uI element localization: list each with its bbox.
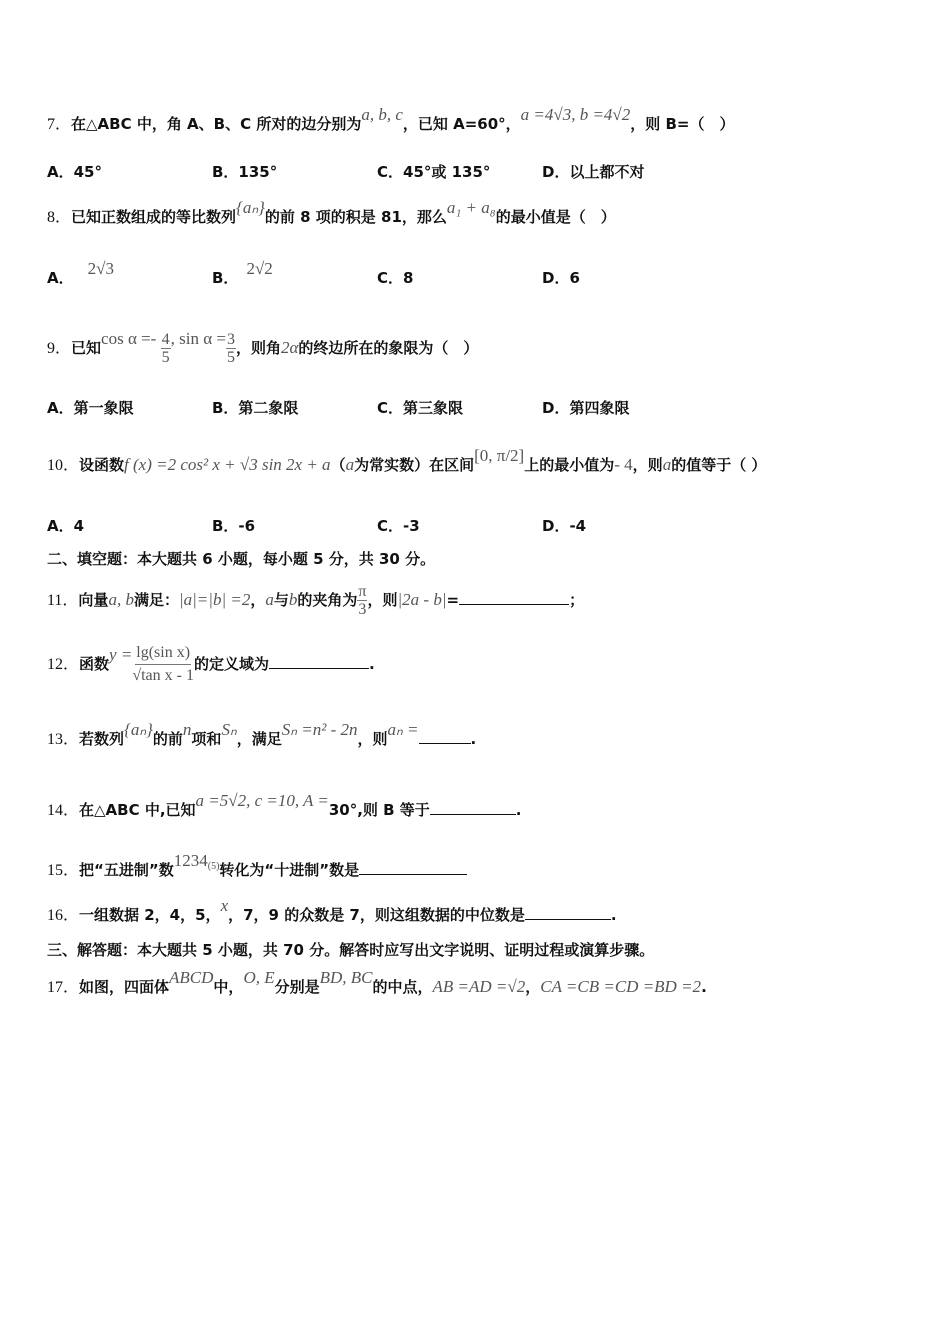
- text: 向量: [78, 591, 109, 609]
- denominator: 5: [226, 349, 235, 366]
- text: ，已知 A=60°，: [402, 115, 521, 133]
- numerator: lg(sin x): [135, 642, 191, 665]
- text: 分别是: [274, 978, 320, 996]
- question-17: [47, 968, 707, 998]
- text: 30°: [328, 801, 358, 819]
- question-10: [47, 446, 767, 476]
- text: ，则 B=（ ）: [630, 115, 735, 133]
- option-a: A．45°: [47, 163, 102, 181]
- numerator: 4: [161, 331, 170, 348]
- text: 把“五进制”数: [79, 861, 174, 879]
- text: .: [701, 978, 707, 996]
- text: ；: [569, 591, 585, 609]
- text: 的夹角为: [297, 591, 358, 609]
- question-number: 10．: [47, 457, 80, 474]
- question-number: 14．: [47, 802, 80, 819]
- numerator: 3: [226, 331, 235, 348]
- question-number: 15．: [47, 862, 80, 879]
- text: ，: [525, 978, 541, 996]
- text: ,则 B 等于: [357, 801, 430, 819]
- math: a: [265, 590, 274, 609]
- math: a, b, c: [361, 105, 403, 124]
- question-9: [47, 326, 478, 371]
- section-heading: 三、解答题：本大题共 5 小题，共 70 分。解答时应写出文字说明、证明过程或演算步骤。: [47, 941, 655, 959]
- math: a =5√2, c =10, A =: [195, 791, 329, 810]
- math: [0, π/2]: [474, 446, 525, 465]
- text: 的前: [152, 730, 183, 748]
- math: , sin α =: [170, 329, 226, 348]
- math: {aₙ}: [236, 198, 265, 217]
- text: ，7，9 的众数是 7，则这组数据的中位数是: [228, 906, 525, 924]
- math: 1234: [173, 851, 208, 870]
- math: a: [345, 455, 355, 474]
- math: AB =AD =√2: [432, 977, 526, 996]
- answer-blank: [269, 654, 369, 669]
- question-12: [47, 640, 375, 689]
- text: .: [515, 801, 522, 819]
- math: ABCD: [169, 968, 214, 987]
- text: 的前 8 项的积是 81，那么: [264, 208, 447, 226]
- answer-blank: [525, 905, 611, 920]
- text: 的定义域为: [193, 655, 269, 673]
- math: n: [182, 720, 192, 739]
- math: 2α: [280, 338, 299, 357]
- text: 中，: [213, 978, 244, 996]
- fraction: [226, 331, 236, 366]
- text: ，: [250, 591, 266, 609]
- question-8: [47, 198, 616, 228]
- text: 为常实数）在区间: [354, 456, 475, 474]
- option-c: C．第三象限: [377, 399, 464, 417]
- option-d: D．6: [542, 269, 580, 287]
- denominator: 5: [161, 349, 170, 366]
- option-a: A．4: [47, 517, 85, 535]
- text: 的值等于（ ）: [671, 456, 767, 474]
- math: x: [220, 896, 229, 915]
- math: - 4: [614, 455, 633, 474]
- option-a: [47, 259, 114, 288]
- question-number: 11．: [47, 592, 79, 609]
- text: .: [610, 906, 617, 924]
- math: y =: [109, 645, 133, 664]
- question-number: 9．: [47, 340, 72, 357]
- answer-blank: [419, 729, 471, 744]
- answer-blank: [430, 800, 516, 815]
- answer-blank: [459, 590, 569, 605]
- math: Sₙ =n² - 2n: [281, 720, 358, 739]
- math: BD, BC: [319, 968, 373, 987]
- text: ，则: [367, 591, 398, 609]
- option-b: B．135°: [212, 163, 278, 181]
- math: |a|=|b| =2: [178, 590, 251, 609]
- math: a, b: [108, 590, 134, 609]
- math: {aₙ}: [124, 720, 153, 739]
- text: 已知: [71, 339, 102, 357]
- math: a: [662, 455, 672, 474]
- question-number: 12．: [47, 656, 80, 673]
- math: cos α =-: [101, 329, 161, 348]
- math: Sₙ: [221, 720, 237, 739]
- math: f (x) =2 cos² x + √3 sin 2x + a: [124, 455, 331, 474]
- text: ，则: [357, 730, 388, 748]
- math-subscript: (5): [207, 861, 220, 872]
- text: ，则角: [235, 339, 281, 357]
- math: a₁ + a₈: [446, 198, 496, 217]
- answer-blank: [359, 860, 467, 875]
- text: 已知正数组成的等比数列: [71, 208, 237, 226]
- text: .: [470, 730, 477, 748]
- text: 满足：: [133, 591, 179, 609]
- text: 一组数据 2，4，5，: [79, 906, 221, 924]
- option-d: D．第四象限: [542, 399, 630, 417]
- text: 在△ABC 中,已知: [79, 801, 196, 819]
- label: B．: [212, 269, 239, 287]
- text: 项和: [191, 730, 222, 748]
- math: b: [288, 590, 298, 609]
- question-number: 16．: [47, 907, 80, 924]
- option-b: B．-6: [212, 517, 256, 535]
- math: CA =CB =CD =BD =2: [540, 977, 702, 996]
- fraction: [132, 642, 194, 687]
- option-a: A．第一象限: [47, 399, 134, 417]
- math: O, E: [243, 968, 275, 987]
- text: 设函数: [79, 456, 125, 474]
- option-d: D．以上都不对: [542, 163, 645, 181]
- math: |2a - b|: [397, 590, 447, 609]
- question-number: 13．: [47, 731, 80, 748]
- text: 的中点，: [372, 978, 433, 996]
- option-c: C．45°或 135°: [377, 163, 491, 181]
- fraction: [161, 331, 171, 366]
- text: 如图，四面体: [79, 978, 170, 996]
- text: 的终边所在的象限为（ ）: [298, 339, 479, 357]
- text: ，满足: [236, 730, 282, 748]
- question-13: [47, 720, 477, 750]
- text: 的最小值是（ ）: [495, 208, 616, 226]
- question-number: 7．: [47, 116, 72, 133]
- fraction: [357, 583, 367, 618]
- option-c: C．-3: [377, 517, 420, 535]
- denominator: 3: [358, 601, 367, 618]
- math: 2√2: [246, 259, 273, 278]
- text: 上的最小值为: [524, 456, 615, 474]
- text: =: [446, 591, 460, 609]
- math: a =4√3, b =4√2: [520, 105, 631, 124]
- text: 转化为“十进制”数是: [219, 861, 360, 879]
- label: A．: [47, 269, 74, 287]
- question-number: 17．: [47, 979, 80, 996]
- math: aₙ =: [387, 720, 419, 739]
- question-number: 8．: [47, 209, 72, 226]
- text: .: [368, 655, 375, 673]
- question-11: [47, 580, 584, 621]
- denominator: √tan x - 1: [132, 667, 194, 684]
- text: 在△ABC 中，角 A、B、C 所对的边分别为: [71, 115, 362, 133]
- text: （: [330, 456, 346, 474]
- text: 与: [273, 591, 289, 609]
- option-b: B．第二象限: [212, 399, 299, 417]
- question-15: [47, 851, 467, 883]
- question-7: [47, 105, 735, 135]
- question-16: [47, 896, 617, 926]
- option-c: C．8: [377, 269, 414, 287]
- text: ，则: [632, 456, 663, 474]
- text: 若数列: [79, 730, 125, 748]
- math: 2√3: [87, 259, 114, 278]
- section-heading: 二、填空题：本大题共 6 小题，每小题 5 分，共 30 分。: [47, 550, 436, 568]
- text: 函数: [79, 655, 110, 673]
- question-14: [47, 791, 522, 821]
- option-d: D．-4: [542, 517, 587, 535]
- numerator: π: [358, 583, 367, 600]
- option-b: [212, 259, 273, 288]
